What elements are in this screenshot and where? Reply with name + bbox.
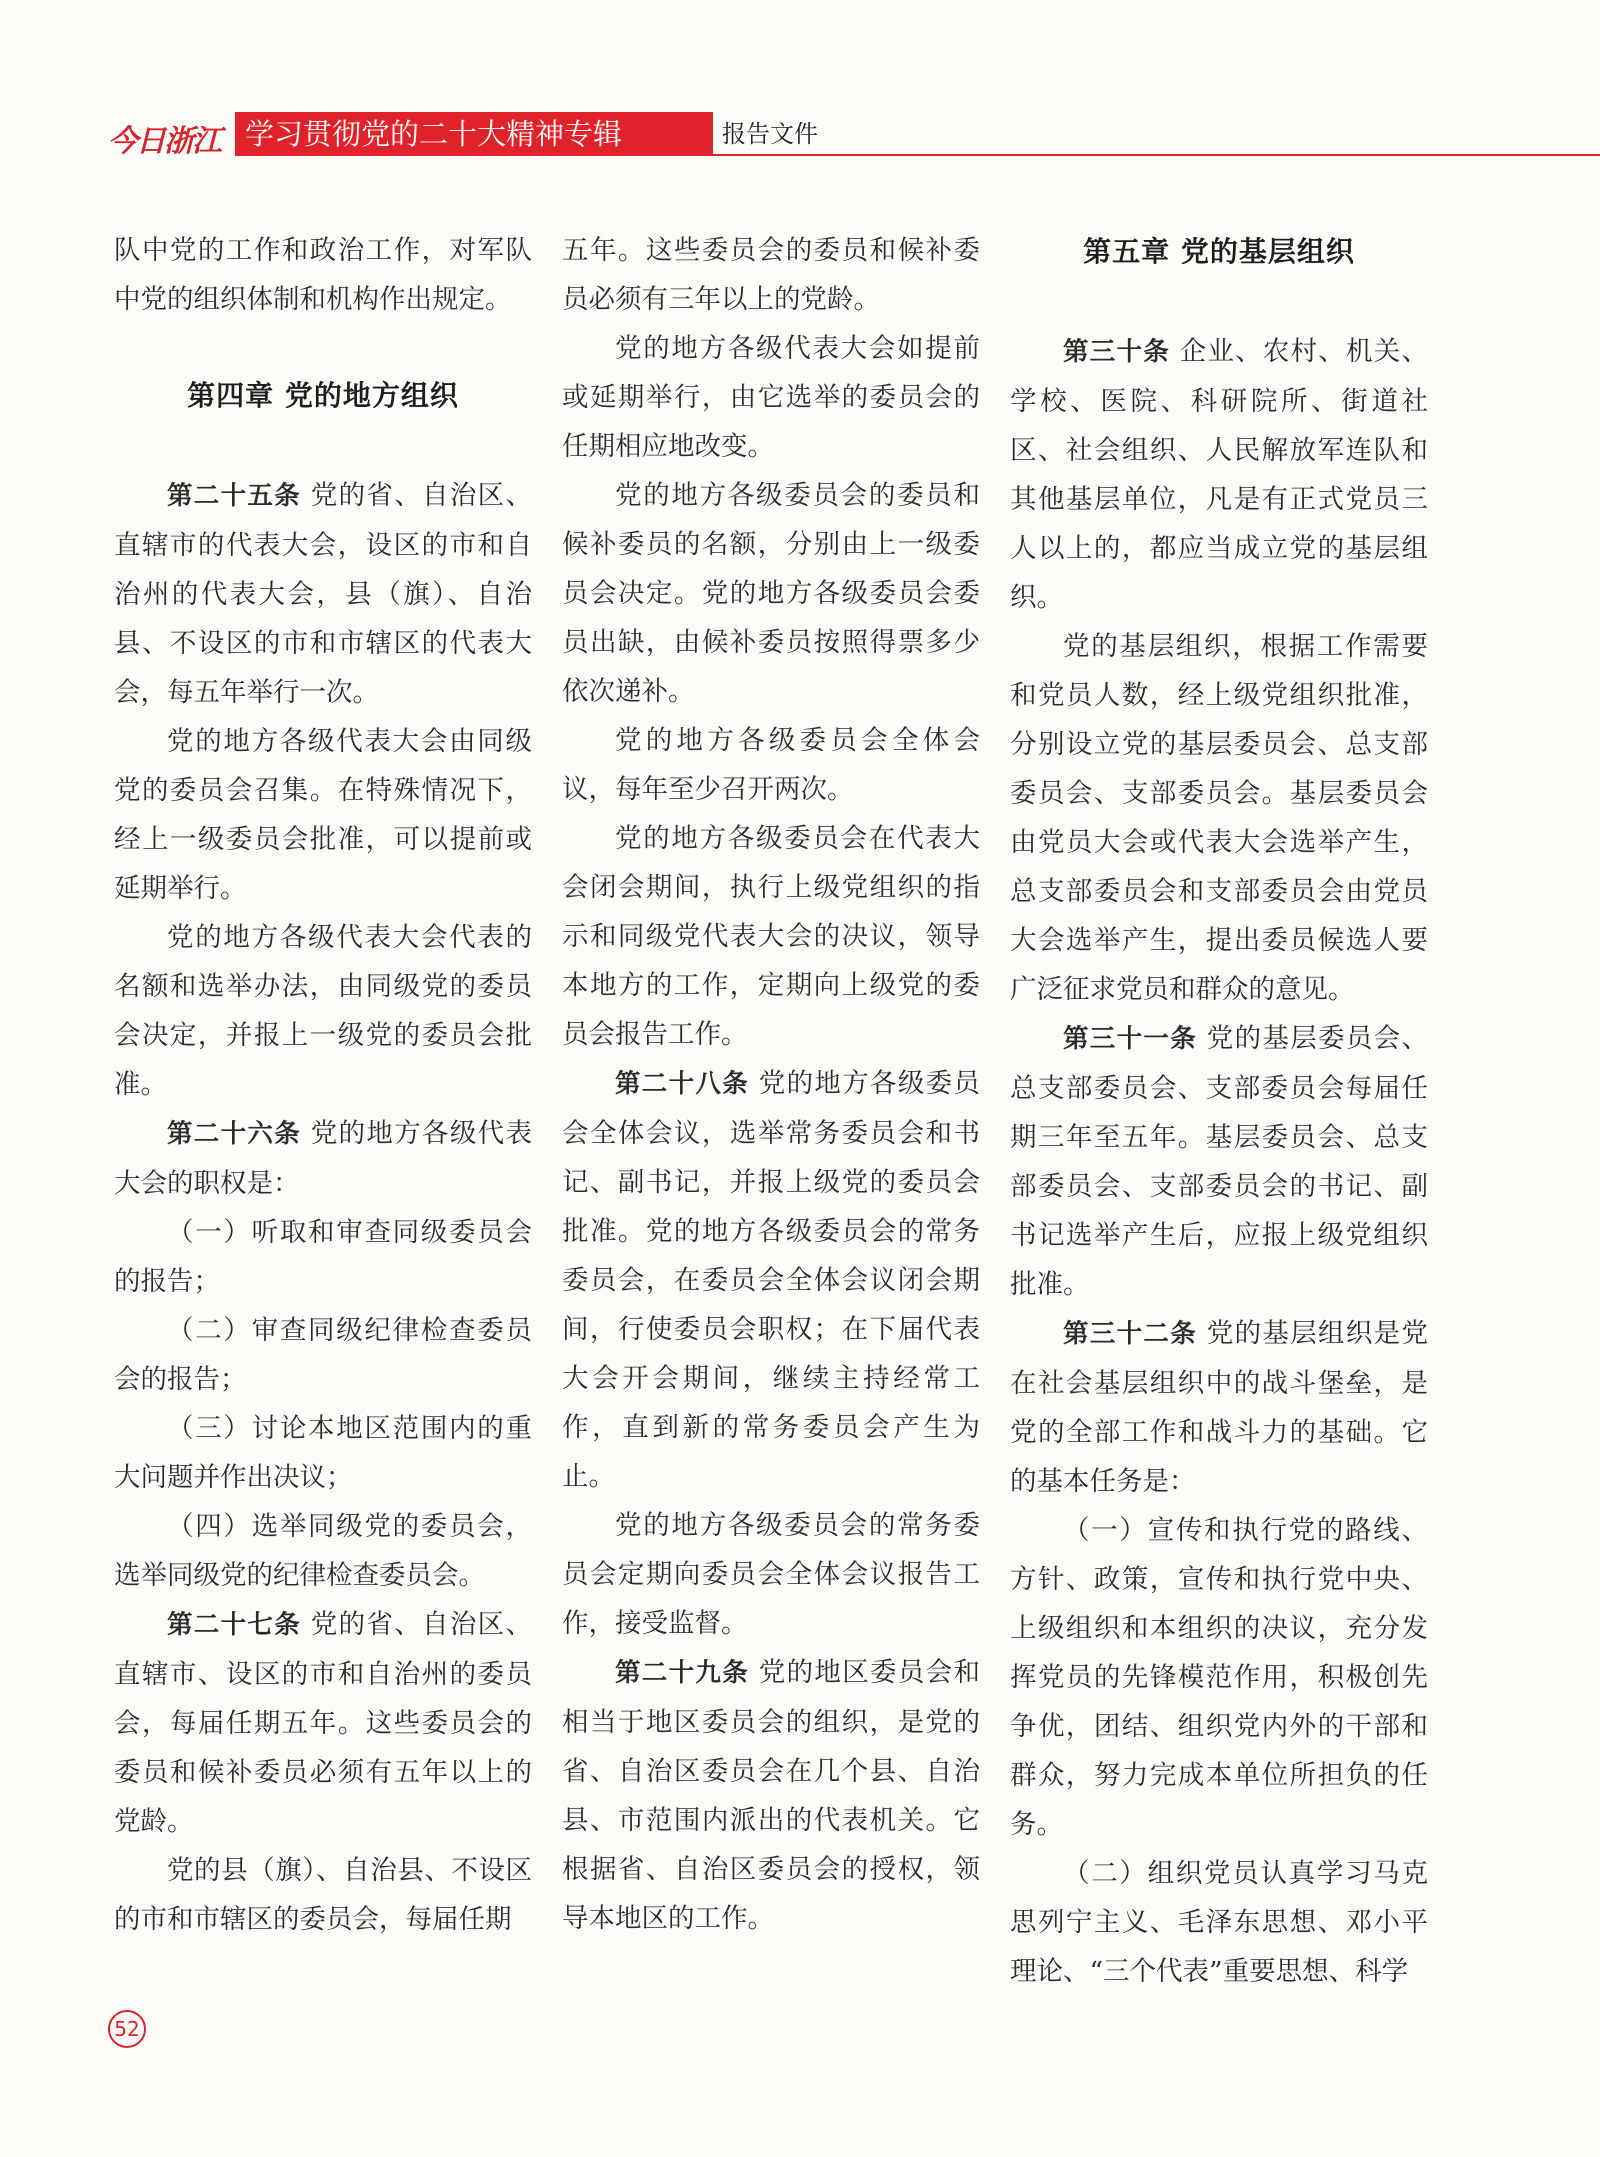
article-30: [1010, 327, 1428, 622]
article-text: 党的地方各级委员会全体会议，选举常务委员会和书记、副书记，并报上级党的委员会批准。党的地方各级委员会的常务委员会，在委员会全体会议闭会期间，行使委员会职权；在下届代表大会开会期间，继续主持经常工作，直到新的常务委员会产生为止。: [562, 1068, 980, 1492]
paragraph: 五年。这些委员会的委员和候补委员必须有三年以上的党龄。: [562, 235, 980, 315]
column-2: [562, 226, 980, 1943]
column-3: [1010, 226, 1428, 1996]
article-label: 第三十条: [1063, 337, 1170, 367]
chapter-5-heading: 第五章 党的基层组织: [1083, 235, 1355, 268]
article-text: 党的省、自治区、直辖市、设区的市和自治州的委员会，每届任期五年。这些委员会的委员和候补委员必须有五年以上的党龄。: [114, 1609, 532, 1837]
article-32: [1010, 1309, 1428, 1506]
list-item: （一）宣传和执行党的路线、方针、政策，宣传和执行党中央、上级组织和本组织的决议，充分发挥党员的先锋模范作用，积极创先争优，团结、组织党内外的干部和群众，努力完成本单位所担负的任务。: [1010, 1515, 1428, 1840]
page-number: 52: [108, 2010, 146, 2048]
paragraph: 党的地方各级委员会在代表大会闭会期间，执行上级党组织的指示和同级党代表大会的决议，领导本地方的工作，定期向上级党的委员会报告工作。: [562, 823, 980, 1050]
article-28: [562, 1059, 980, 1501]
list-item: （二）组织党员认真学习马克思列宁主义、毛泽东思想、邓小平理论、“三个代表”重要思想、科学: [1010, 1858, 1428, 1987]
article-26: [114, 1109, 532, 1208]
article-text: 党的基层组织是党在社会基层组织中的战斗堡垒，是党的全部工作和战斗力的基础。它的基本任务是：: [1010, 1318, 1428, 1497]
list-item: （四）选举同级党的委员会，选举同级党的纪律检查委员会。: [114, 1511, 532, 1591]
magazine-logo: 今日浙江: [108, 124, 220, 159]
special-issue-banner: 学习贯彻党的二十大精神专辑: [235, 112, 713, 156]
paragraph: 党的地方各级委员会的常务委员会定期向委员会全体会议报告工作，接受监督。: [562, 1510, 980, 1639]
paragraph: 党的地方各级代表大会如提前或延期举行，由它选举的委员会的任期相应地改变。: [562, 333, 980, 462]
article-text: 党的省、自治区、直辖市的代表大会，设区的市和自治州的代表大会，县（旗）、自治县、不设区的市和市辖区的代表大会，每五年举行一次。: [114, 480, 532, 708]
paragraph: 党的基层组织，根据工作需要和党员人数，经上级党组织批准，分别设立党的基层委员会、总支部委员会、支部委员会。基层委员会由党员大会或代表大会选举产生，总支部委员会和支部委员会由党员大会选举产生，提出委员候选人要广泛征求党员和群众的意见。: [1010, 631, 1428, 1005]
paragraph: 党的地方各级委员会全体会议，每年至少召开两次。: [562, 725, 980, 805]
paragraph: 党的地方各级代表大会代表的名额和选举办法，由同级党的委员会决定，并报上一级党的委员会批准。: [114, 922, 532, 1100]
article-text: 党的地方各级代表大会的职权是：: [114, 1118, 532, 1199]
article-label: 第二十七条: [167, 1610, 302, 1640]
article-29: [562, 1648, 980, 1943]
paragraph: 党的地方各级委员会的委员和候补委员的名额，分别由上一级委员会决定。党的地方各级委员会委员出缺，由候补委员按照得票多少依次递补。: [562, 480, 980, 707]
header-rule: [713, 154, 1600, 156]
paragraph: 队中党的工作和政治工作，对军队中党的组织体制和机构作出规定。: [114, 235, 532, 315]
article-label: 第二十九条: [615, 1658, 750, 1688]
list-item: （二）审查同级纪律检查委员会的报告；: [114, 1315, 532, 1395]
article-label: 第二十五条: [167, 481, 302, 511]
article-25: [114, 471, 532, 717]
article-27: [114, 1600, 532, 1846]
article-label: 第三十一条: [1063, 1024, 1198, 1054]
article-label: 第二十八条: [615, 1069, 750, 1099]
section-label: 报告文件: [722, 120, 818, 148]
article-text: 党的地区委员会和相当于地区委员会的组织，是党的省、自治区委员会在几个县、自治县、市范围内派出的代表机关。它根据省、自治区委员会的授权，领导本地区的工作。: [562, 1657, 980, 1934]
column-1: [114, 226, 532, 1944]
page-header: [108, 112, 1600, 159]
article-label: 第三十二条: [1063, 1319, 1198, 1349]
paragraph: 党的县（旗）、自治县、不设区的市和市辖区的委员会，每届任期: [114, 1855, 532, 1935]
list-item: （一）听取和审查同级委员会的报告；: [114, 1217, 532, 1297]
article-text: 企业、农村、机关、学校、医院、科研院所、街道社区、社会组织、人民解放军连队和其他基层单位，凡是有正式党员三人以上的，都应当成立党的基层组织。: [1010, 336, 1428, 613]
paragraph: 党的地方各级代表大会由同级党的委员会召集。在特殊情况下，经上一级委员会批准，可以提前或延期举行。: [114, 726, 532, 904]
list-item: （三）讨论本地区范围内的重大问题并作出决议；: [114, 1413, 532, 1493]
article-label: 第二十六条: [167, 1119, 302, 1149]
article-text: 党的基层委员会、总支部委员会、支部委员会每届任期三年至五年。基层委员会、总支部委员会、支部委员会的书记、副书记选举产生后，应报上级党组织批准。: [1010, 1023, 1428, 1300]
chapter-4-heading: 第四章 党的地方组织: [187, 379, 459, 412]
article-31: [1010, 1014, 1428, 1309]
